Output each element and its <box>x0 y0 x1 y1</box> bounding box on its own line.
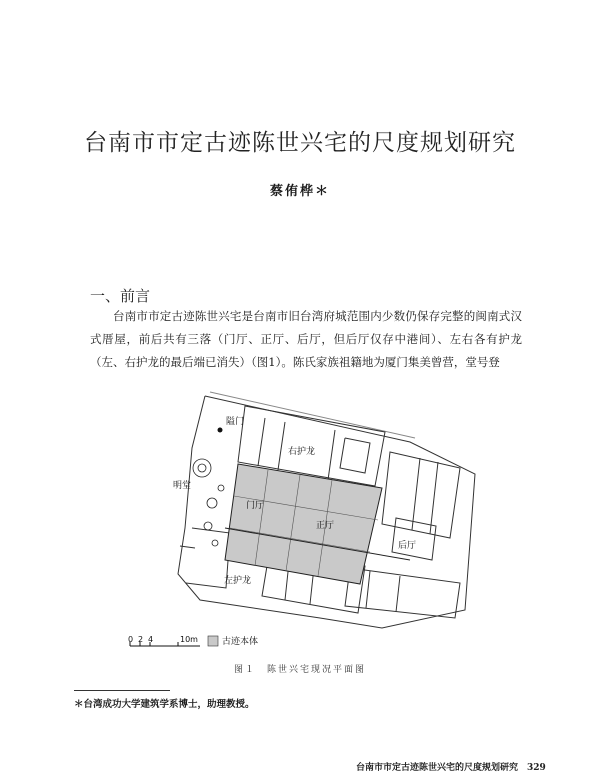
site-plan-figure <box>120 378 480 658</box>
label-left-wing: 左护龙 <box>224 576 252 586</box>
legend-swatch <box>208 636 218 646</box>
section-heading: 一、前言 <box>90 287 151 305</box>
scale-tick: 10m <box>180 635 198 644</box>
label-main-hall: 正厅 <box>316 521 335 531</box>
figure-caption: 图１ 陈世兴宅现况平面图 <box>233 665 366 675</box>
scale-tick: 4 <box>148 635 154 644</box>
author-name: 蔡侑桦＊ <box>269 184 330 199</box>
legend-label: 古迹本体 <box>222 637 259 647</box>
label-gate: 隘门 <box>226 417 245 427</box>
label-rear-hall: 后厅 <box>398 541 417 551</box>
label-right-wing: 右护龙 <box>288 447 316 457</box>
running-footer: 台南市市定古迹陈世兴宅的尺度规划研究 329 <box>356 763 546 773</box>
rear-hall-block <box>392 518 436 560</box>
scale-tick: 0 <box>128 635 134 644</box>
label-garden: 明堂 <box>173 481 192 491</box>
footnote-rule <box>74 690 170 691</box>
label-front-hall: 门厅 <box>246 501 265 511</box>
monument-body <box>225 464 382 584</box>
footnote: ＊台湾成功大学建筑学系博士，助理教授。 <box>74 699 255 710</box>
garden-trees <box>193 459 224 546</box>
gate-marker <box>218 428 223 433</box>
body-paragraph: 台南市市定古迹陈世兴宅是台南市旧台湾府城范围内少数仍保存完整的闽南式汉式厝屋，前后共有三落（门厅、正厅、后厅，但后厅仅存中港间）、左右各有护龙（左、右护龙的最后端已消失）（图1）。陈氏家族祖籍地为厦门集美曾营，堂号登 <box>90 309 522 369</box>
article-title: 台南市市定古迹陈世兴宅的尺度规划研究 <box>84 130 516 156</box>
scale-bar <box>128 635 200 646</box>
scale-tick: 2 <box>138 635 144 644</box>
